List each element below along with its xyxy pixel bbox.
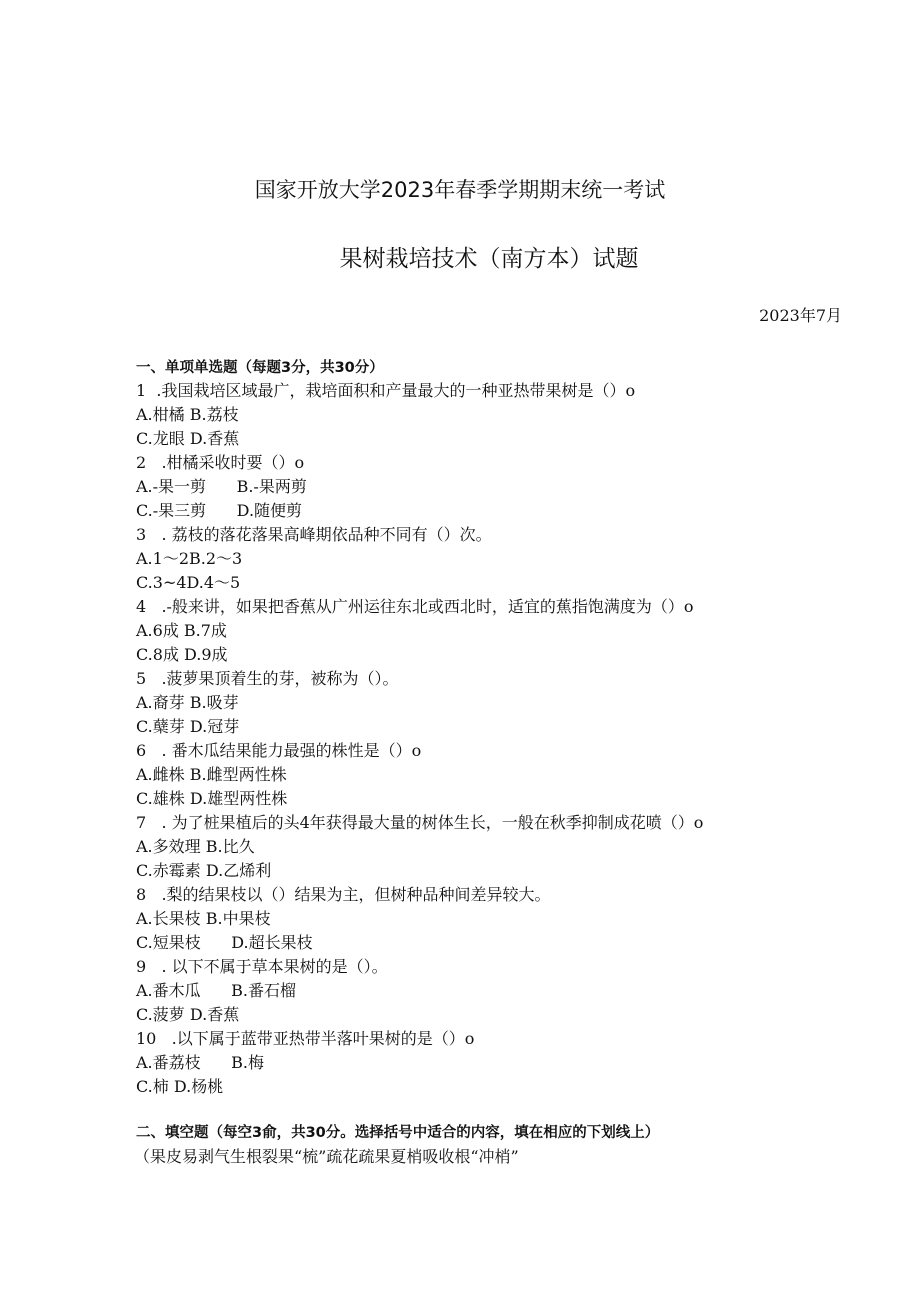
option-line: A.长果枝 B.中果枝: [136, 909, 271, 928]
option-line: C.短果枝 D.超长果枝: [136, 933, 313, 952]
option-line: C.3~4D.4〜5: [136, 573, 241, 592]
option-line: A.多效理 B.比久: [136, 837, 255, 856]
question-line: 10 .以下属于蓝带亚热带半落叶果树的是（）o: [136, 1029, 475, 1048]
option-line: A.1〜2B.2〜3: [136, 549, 243, 568]
section-1-questions: [136, 379, 836, 1099]
question-line: 9 . 以下不属于草本果树的是（）。: [136, 957, 388, 976]
question-line: 3 . 荔枝的落花落果高峰期依品种不同有（）次。: [136, 525, 492, 544]
question-line: 4 .-般来讲，如果把香蕉从广州运往东北或西北时，适宜的蕉指饱满度为（）o: [136, 597, 694, 616]
question-line: 1 .我国栽培区域最广，栽培面积和产量最大的一种亚热带果树是（）o: [136, 381, 636, 400]
section-1-heading: 一、单项单选题（每题3分，共30分）: [136, 360, 384, 376]
option-line: A.雌株 B.雌型两性株: [136, 765, 287, 784]
word-bank: （果皮易剥气生根裂果“梳”疏花疏果夏梢吸收根“冲梢”: [134, 1147, 519, 1166]
section-2-heading: 二、填空题（每空3俞，共30分。选择括号中适合的内容，填在相应的下划线上）: [136, 1125, 660, 1141]
option-line: C.雄株 D.雄型两性株: [136, 789, 288, 808]
option-line: C.柿 D.杨桃: [136, 1077, 224, 1096]
option-line: C.蘖芽 D.冠芽: [136, 717, 240, 736]
exam-date: 2023年7月: [759, 306, 842, 325]
option-line: C.8成 D.9成: [136, 645, 228, 664]
option-line: C.赤霉素 D.乙烯利: [136, 861, 272, 880]
option-line: A.番木瓜 B.番石榴: [136, 981, 297, 1000]
option-line: A.裔芽 B.吸芽: [136, 693, 239, 712]
option-line: A.番荔枝 B.梅: [136, 1053, 265, 1072]
option-line: C.菠萝 D.香蕉: [136, 1005, 240, 1024]
option-line: C.龙眼 D.香蕉: [136, 429, 240, 448]
question-line: 7 . 为了桩果植后的头4年获得最大量的树体生长，一般在秋季抑制成花喷（）o: [136, 813, 704, 832]
option-line: C.-果三剪 D.随便剪: [136, 501, 303, 520]
question-line: 6 . 番木瓜结果能力最强的株性是（）o: [136, 741, 422, 760]
question-line: 5 .菠萝果顶着生的芽，被称为（）。: [136, 669, 399, 688]
question-line: 2 .柑橘采收时要（）o: [136, 453, 305, 472]
university-exam-heading: 国家开放大学2023年春季学期期末统一考试: [254, 178, 666, 202]
question-line: 8 .梨的结果枝以（）结果为主，但树种品种间差异较大。: [136, 885, 551, 904]
option-line: A.6成 B.7成: [136, 621, 227, 640]
option-line: A.-果一剪 B.-果两剪: [136, 477, 307, 496]
option-line: A.柑橘 B.荔枝: [136, 405, 239, 424]
course-title: 果树栽培技术（南方本）试题: [339, 246, 639, 272]
